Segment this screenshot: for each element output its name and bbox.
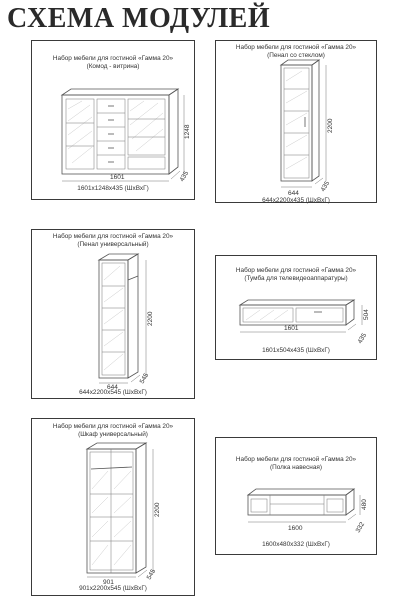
page-title: СХЕМА МОДУЛЕЙ: [7, 3, 271, 34]
module-caption-line1: Набор мебели для гостиной «Гамма 20»: [235, 44, 357, 51]
module-card-universal-wardrobe: [31, 418, 195, 596]
module-caption-line1: Набор мебели для гостиной «Гамма 20»: [235, 456, 357, 463]
depth-label: 435: [178, 170, 191, 183]
width-label: 644: [288, 190, 299, 197]
width-label: 644: [107, 384, 118, 391]
height-label: 2200: [154, 502, 161, 517]
module-caption-line2: (Тумба для телевидеоаппаратуры): [244, 275, 348, 282]
module-dimensions: 1601х1248х435 (ШхВхГ): [77, 185, 149, 192]
width-label: 1600: [288, 525, 303, 532]
module-card-glass-cabinet: [215, 40, 377, 203]
module-card-wall-shelf: [215, 437, 377, 555]
module-caption-line2: (Шкаф универсальный): [78, 431, 148, 438]
module-drawing: [32, 419, 196, 597]
module-card-tv-stand: [215, 255, 377, 360]
width-label: 1601: [110, 174, 125, 181]
height-label: 504: [363, 309, 370, 320]
module-caption-line1: Набор мебели для гостиной «Гамма 20»: [52, 233, 174, 240]
module-dimensions: 644х2200х435 (ШхВхГ): [262, 197, 330, 204]
module-card-universal-cabinet: [31, 229, 195, 399]
height-label: 2200: [327, 118, 334, 133]
module-dimensions: 1601х504х435 (ШхВхГ): [262, 347, 330, 354]
depth-label: 435: [356, 332, 369, 345]
width-label: 1601: [284, 325, 299, 332]
module-drawing: [32, 41, 196, 201]
depth-label: 545: [145, 568, 158, 581]
module-caption-line1: Набор мебели для гостиной «Гамма 20»: [52, 55, 174, 62]
module-caption-line2: (Комод - витрина): [86, 63, 140, 70]
module-dimensions: 1600х480х332 (ШхВхГ): [262, 541, 330, 548]
module-drawing: [216, 41, 378, 204]
module-drawing: [32, 230, 196, 400]
module-drawing: [216, 438, 378, 556]
height-label: 1248: [184, 124, 191, 139]
module-caption-line1: Набор мебели для гостиной «Гамма 20»: [235, 267, 357, 274]
module-dimensions: 644х2200х545 (ШхВхГ): [79, 389, 147, 396]
module-caption-line1: Набор мебели для гостиной «Гамма 20»: [52, 423, 174, 430]
height-label: 2200: [147, 311, 154, 326]
depth-label: 545: [138, 372, 151, 385]
width-label: 901: [103, 579, 114, 586]
module-dimensions: 901х2200х545 (ШхВхГ): [79, 585, 147, 592]
module-caption-line2: (Полка навесная): [270, 464, 322, 471]
module-card-chest-showcase: [31, 40, 195, 200]
module-caption-line2: (Пенал универсальный): [77, 241, 149, 248]
module-drawing: [216, 256, 378, 361]
depth-label: 435: [319, 180, 332, 193]
depth-label: 332: [354, 521, 367, 534]
module-caption-line2: (Пенал со стеклом): [267, 52, 325, 59]
height-label: 480: [361, 499, 368, 510]
